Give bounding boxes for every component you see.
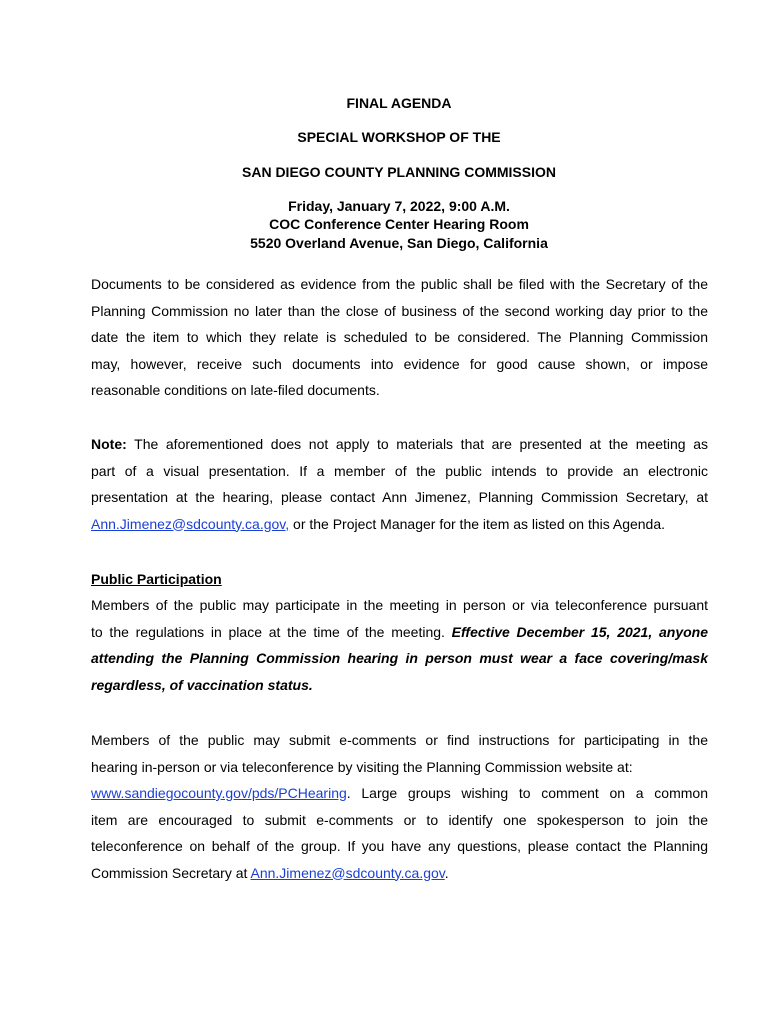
documents-paragraph bbox=[91, 271, 708, 404]
paragraph-line: date the item to which they relate is scheduled to be considered. The Planning Commission bbox=[91, 329, 708, 345]
paragraph-line: Documents to be considered as evidence from the public shall be filed with the Secretary of the bbox=[91, 276, 708, 292]
paragraph-line: hearing in-person or via teleconference by visiting the Planning Commission website at: bbox=[91, 758, 633, 775]
participation-paragraph bbox=[91, 592, 708, 698]
paragraph-line: may, however, receive such documents into evidence for good cause shown, or impose bbox=[91, 355, 708, 372]
note-text-end: or the Project Manager for the item as listed on this Agenda. bbox=[289, 515, 666, 532]
public-participation-heading: Public Participation bbox=[91, 571, 222, 587]
note-text: The aforementioned does not apply to materials that are presented at the meeting as bbox=[126, 436, 708, 452]
paragraph-line: teleconference on behalf of the group. If you have any questions, please contact the Planning bbox=[91, 838, 708, 854]
note-label: Note: bbox=[91, 436, 127, 452]
meeting-venue: COC Conference Center Hearing Room bbox=[269, 216, 529, 232]
paragraph-line bbox=[91, 860, 708, 887]
commission-title: SAN DIEGO COUNTY PLANNING COMMISSION bbox=[242, 164, 556, 180]
planning-website-link[interactable]: www.sandiegocounty.gov/pds/PCHearing bbox=[91, 785, 347, 801]
paragraph-line: presentation at the hearing, please contact Ann Jimenez, Planning Commission Secretary, at bbox=[91, 489, 708, 505]
paragraph-line: reasonable conditions on late-filed documents. bbox=[91, 382, 380, 398]
mask-requirement-line: attending the Planning Commission hearing in person must wear a face covering/mask bbox=[91, 650, 708, 666]
workshop-title: SPECIAL WORKSHOP OF THE bbox=[297, 129, 501, 145]
paragraph-line: Planning Commission no later than the close of business of the second working day prior to the bbox=[91, 302, 708, 319]
note-paragraph bbox=[91, 431, 708, 537]
paragraph-line bbox=[91, 780, 708, 807]
paragraph-text: . Large groups wishing to comment on a common bbox=[346, 785, 708, 801]
secretary-email-link-2[interactable]: Ann.Jimenez@sdcounty.ca.gov bbox=[250, 864, 445, 881]
paragraph-line: Members of the public may participate in the meeting in person or via teleconference pursuant bbox=[91, 597, 708, 613]
mask-requirement-text: Effective December 15, 2021, anyone bbox=[451, 623, 708, 640]
meeting-address: 5520 Overland Avenue, San Diego, California bbox=[250, 235, 548, 251]
mask-requirement-line: regardless, of vaccination status. bbox=[91, 676, 313, 693]
paragraph-line bbox=[91, 511, 708, 538]
agenda-title: FINAL AGENDA bbox=[346, 95, 452, 111]
paragraph-text: . bbox=[444, 864, 449, 881]
paragraph-line bbox=[91, 431, 708, 458]
e-comments-paragraph bbox=[91, 727, 708, 886]
secretary-email-link[interactable]: Ann.Jimenez@sdcounty.ca.gov, bbox=[91, 515, 290, 532]
paragraph-line: part of a visual presentation. If a member of the public intends to provide an electronic bbox=[91, 462, 708, 479]
meeting-date-time: Friday, January 7, 2022, 9:00 A.M. bbox=[288, 198, 510, 214]
paragraph-line bbox=[91, 619, 708, 646]
paragraph-text: to the regulations in place at the time of the meeting. bbox=[91, 623, 452, 640]
paragraph-line: item are encouraged to submit e-comments or to identify one spokesperson to join the bbox=[91, 811, 708, 828]
paragraph-text: Commission Secretary at bbox=[91, 864, 251, 881]
paragraph-line: Members of the public may submit e-comments or find instructions for participating in the bbox=[91, 732, 708, 748]
